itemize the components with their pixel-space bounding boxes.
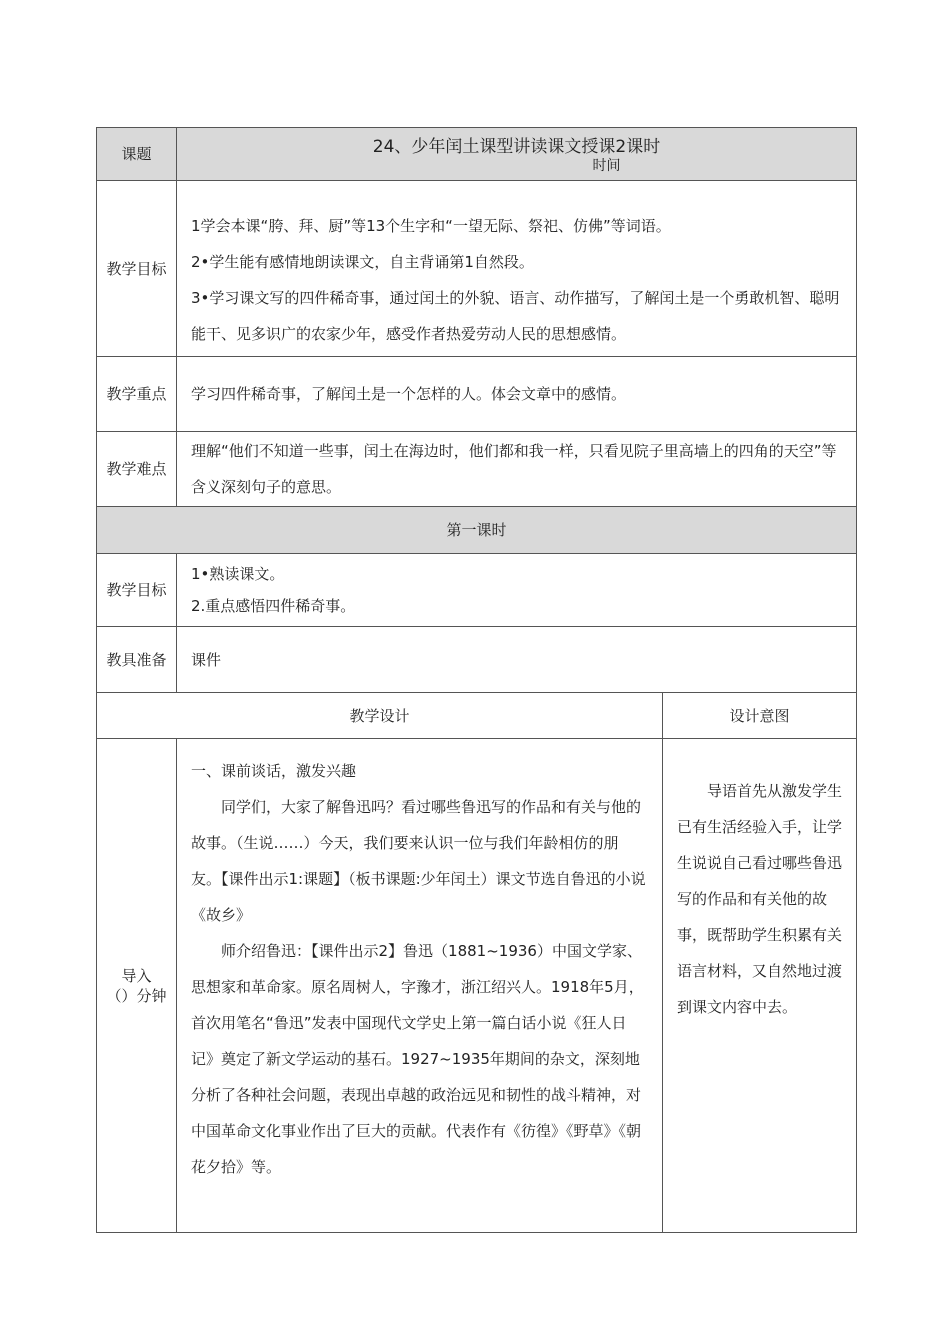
title-sub: 时间 <box>592 158 621 174</box>
goal-item: 2•学生能有感情地朗读课文，自主背诵第1自然段。 <box>191 252 534 271</box>
phase-duration: （）分钟 <box>106 986 167 1005</box>
key-points-label: 教学重点 <box>97 357 177 432</box>
lesson1-goals-label: 教学目标 <box>97 554 177 627</box>
goal-item: 1学会本课“胯、拜、厨”等13个生字和“一望无际、祭祀、仿佛”等词语。 <box>191 216 671 235</box>
header-label: 课题 <box>97 128 177 181</box>
goals-label: 教学目标 <box>97 181 177 357</box>
lesson1-goal-item: 2.重点感悟四件稀奇事。 <box>191 597 356 615</box>
lesson1-heading-row <box>97 507 857 554</box>
tools-label: 教具准备 <box>97 627 177 693</box>
difficulties-content <box>177 432 857 507</box>
tools-row <box>97 627 857 693</box>
tools-text: 课件 <box>177 627 857 693</box>
lesson1-goal-item: 1•熟读课文。 <box>191 565 285 583</box>
goals-row <box>97 181 857 357</box>
phase-title: 导入 <box>121 966 152 985</box>
luxun-paragraph: 师介绍鲁迅：【课件出示2】鲁迅（1881~1936）中国文学家、思想家和革命家。原名周树人，字豫才，浙江绍兴人。1918年5月，首次用笔名“鲁迅”发表中国现代文学史上第一篇白话小说《狂人日记》奠定了新文学运动的基石。1927~1935年期间的杂文，深刻地分析了各种社会问题，表现出卓越的政治远见和韧性的战斗精神，对中国革命文化事业作出了巨大的贡献。代表作有《彷徨》《野草》《朝花夕拾》等。 <box>191 942 644 1176</box>
key-points-row <box>97 357 857 432</box>
header-row <box>97 128 857 181</box>
design-header-row <box>97 693 857 739</box>
intro-paragraph: 同学们，大家了解鲁迅吗？看过哪些鲁迅写的作品和有关与他的故事。（生说……）今天，我们要来认识一位与我们年龄相仿的朋友。【课件出示1:课题】（板书课题:少年闰土）课文节选自鲁迅的小说《故乡》 <box>191 798 646 924</box>
lesson1-goals-content <box>177 554 857 627</box>
design-label: 教学设计 <box>97 693 663 739</box>
lesson-plan-table <box>96 127 857 1233</box>
section-title: 一、课前谈话，激发兴趣 <box>191 762 357 780</box>
lesson1-goals-row <box>97 554 857 627</box>
difficulties-text: 理解“他们不知道一些事，闰土在海边时，他们都和我一样，只看见院子里高墙上的四角的天空”等含义深刻句子的意思。 <box>191 442 837 496</box>
intro-content <box>177 739 663 1233</box>
header-title-cell <box>177 128 857 181</box>
goal-item: 3•学习课文写的四件稀奇事，通过闰土的外貌、语言、动作描写，了解闰土是一个勇敢机智、聪明能干、见多识广的农家少年，感受作者热爱劳动人民的思想感情。 <box>191 288 840 343</box>
page-title: 24、少年闰土课型讲读课文授课2课时 <box>372 137 661 157</box>
goals-content <box>177 181 857 357</box>
key-points-text: 学习四件稀奇事，了解闰土是一个怎样的人。体会文章中的感情。 <box>177 357 857 432</box>
intent-label: 设计意图 <box>663 693 857 739</box>
intent-text: 导语首先从激发学生已有生活经验入手，让学生说说自己看过哪些鲁迅写的作品和有关他的故事，既帮助学生积累有关语言材料，又自然地过渡到课文内容中去。 <box>677 782 843 1016</box>
lesson1-heading: 第一课时 <box>97 507 857 554</box>
phase-cell <box>97 739 177 1233</box>
difficulties-row <box>97 432 857 507</box>
intent-cell <box>663 739 857 1233</box>
difficulties-label: 教学难点 <box>97 432 177 507</box>
intro-row <box>97 739 857 1233</box>
